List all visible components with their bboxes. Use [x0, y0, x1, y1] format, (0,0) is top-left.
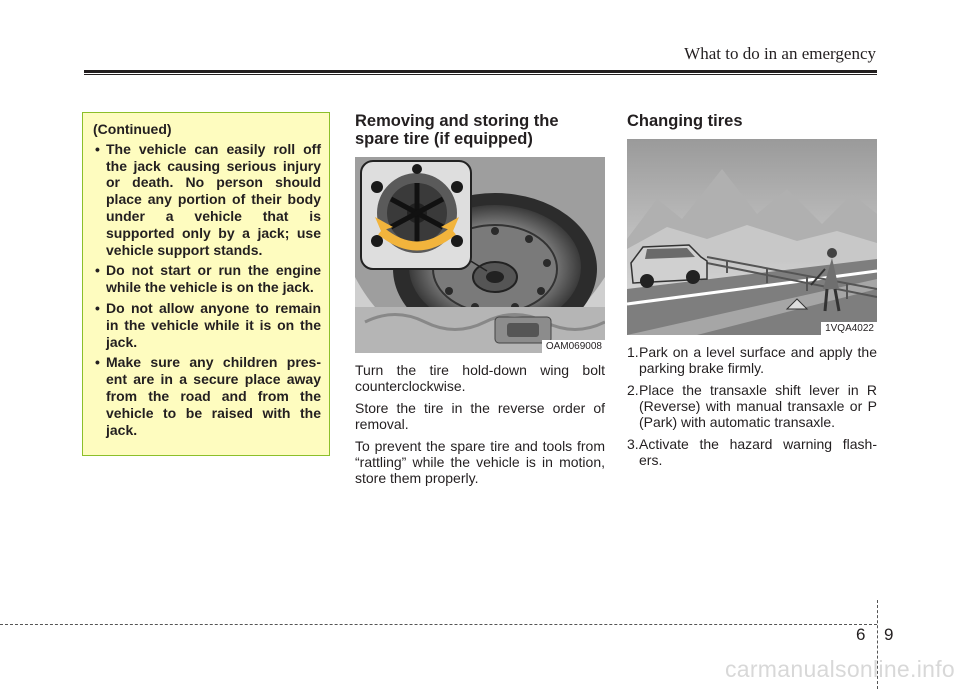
spare-tire-heading: Removing and storing the spare tire (if equipped): [355, 112, 559, 148]
spare-tire-illustration: [355, 157, 605, 353]
changing-tires-figure: [627, 139, 877, 335]
warning-item: • Do not allow anyone to remain in the vehicle while it is on the jack.: [93, 300, 321, 350]
section-title: What to do in an emergency: [684, 44, 876, 63]
steps-list: [627, 344, 877, 468]
spare-tire-paragraph: To prevent the spare tire and tools from “rattling” while the vehicle is in motion, store them properly.: [355, 438, 605, 486]
watermark: carmanualsonline.info: [724, 656, 955, 682]
warning-item: • The vehicle can easily roll off the jack causing serious injury or death. No person should place any portion of their body under a vehicle that is supported only by a jack; use vehicle support stands.: [93, 141, 321, 259]
spare-tire-paragraph: Store the tire in the reverse order of removal.: [355, 400, 605, 432]
header-rule-thin: [84, 74, 877, 75]
step-number: 2.: [627, 382, 639, 398]
step-number: 1.: [627, 344, 639, 360]
spare-tire-section: [355, 112, 605, 148]
changing-tires-steps: [627, 344, 877, 474]
warning-item: • Make sure any children pres- ent are in a secure place away from the road and from the vehicle to be raised with the jack.: [93, 354, 321, 438]
step-text: Place the transaxle shift lever in R (Reverse) with manual transaxle or P (Park) with automatic transaxle.: [639, 382, 877, 430]
figure-code: OAM069008: [542, 340, 605, 353]
warning-box: [82, 112, 330, 456]
warning-continued: (Continued): [93, 121, 172, 137]
step-text: Park on a level surface and apply the parking brake firmly.: [639, 344, 877, 376]
step-number: 3.: [627, 436, 639, 452]
header-rule: [84, 70, 877, 73]
warning-list: [93, 141, 321, 439]
spare-tire-figure: [355, 157, 605, 353]
roadside-illustration: [627, 139, 877, 335]
figure-code: 1VQA4022: [821, 322, 877, 335]
changing-tires-heading: Changing tires: [627, 112, 743, 130]
warning-item: • Do not start or run the engine while the vehicle is on the jack.: [93, 262, 321, 296]
step-item: [627, 382, 877, 430]
step-item: [627, 344, 877, 376]
spare-tire-paragraph: Turn the tire hold-down wing bolt counterclockwise.: [355, 362, 605, 394]
page-number: 9: [884, 625, 894, 644]
spare-tire-text: [355, 362, 605, 492]
changing-tires-section: [627, 112, 877, 130]
chapter-number: 6: [856, 625, 866, 644]
footer-rule: [0, 624, 877, 625]
step-item: [627, 436, 877, 468]
step-text: Activate the hazard warning flash- ers.: [639, 436, 877, 468]
